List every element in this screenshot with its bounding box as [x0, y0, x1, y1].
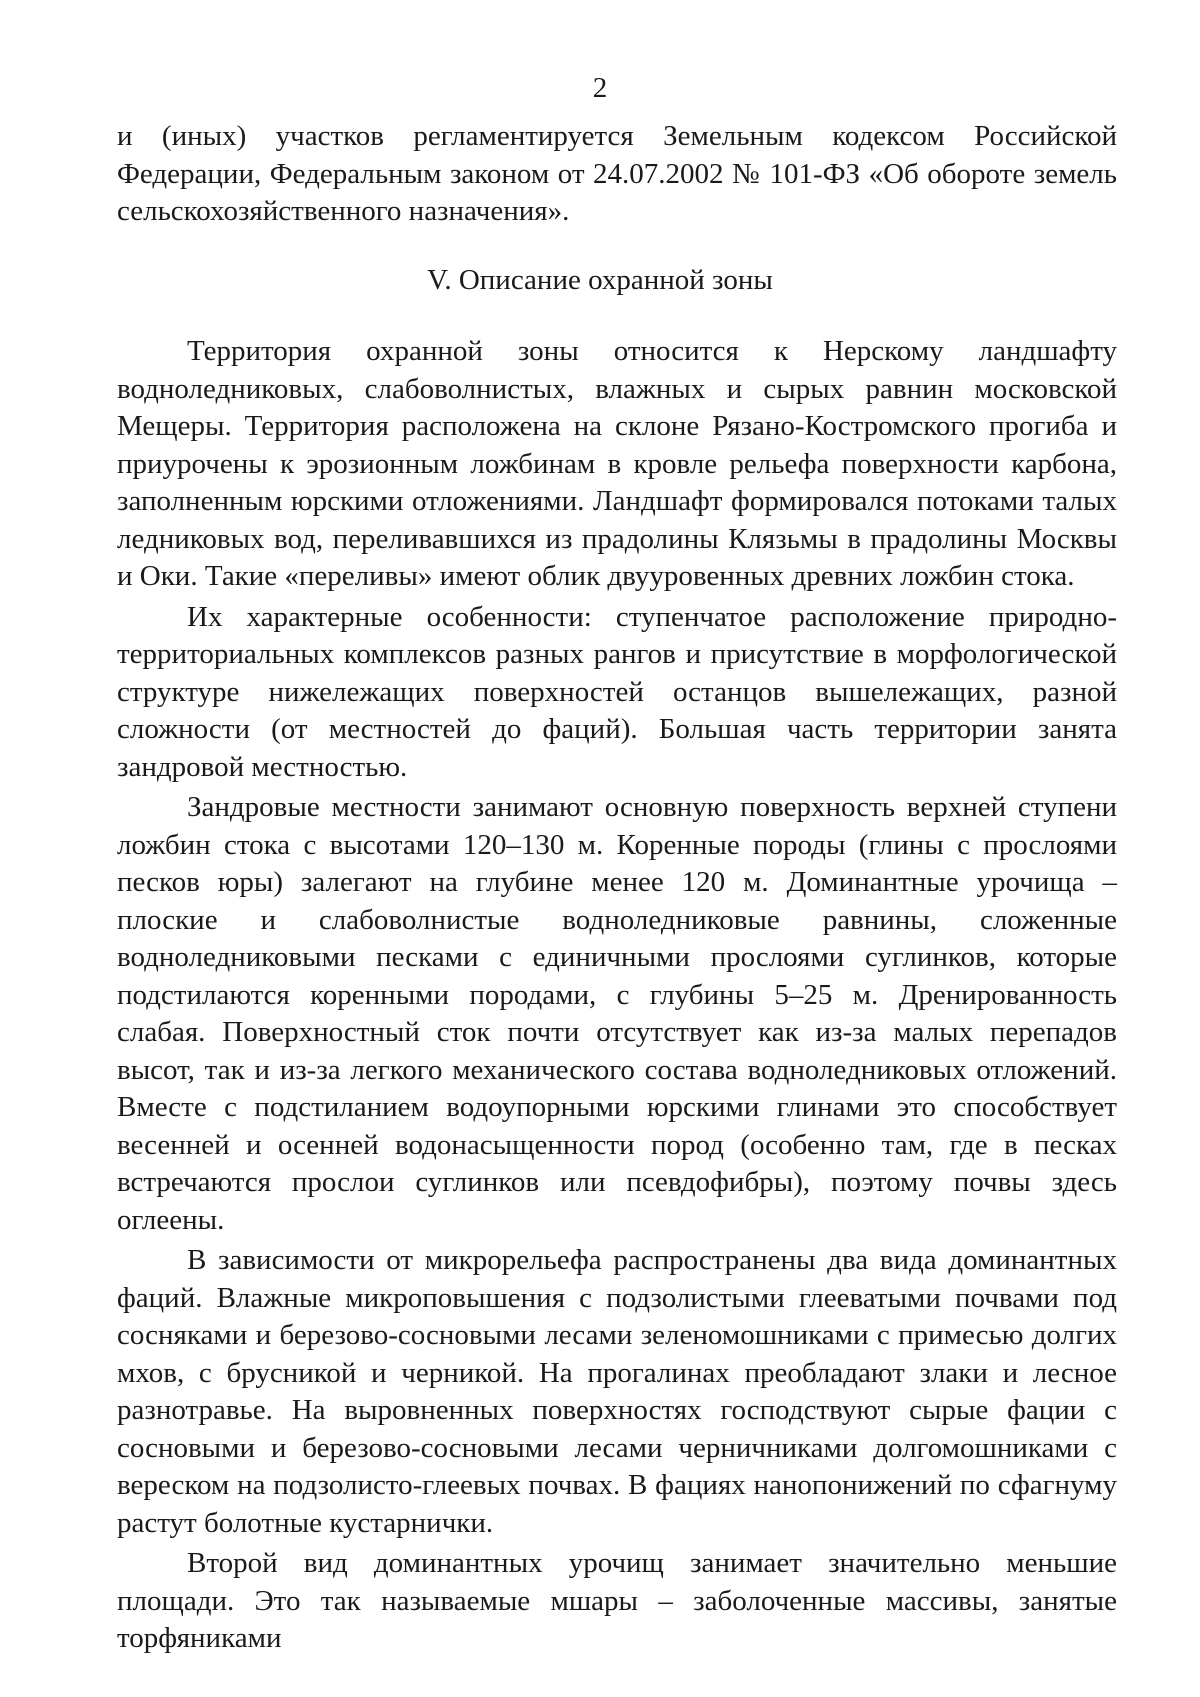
paragraph-5: Второй вид доминантных урочищ занимает значительно меньшие площади. Это так называемые мшары – заболоченные массивы, занятые торфяниками [117, 1547, 1117, 1654]
paragraph-4: В зависимости от микрорельефа распространены два вида доминантных фаций. Влажные микроповышения с подзолистыми глееватыми почвами под сосняками и березово-сосновыми лесами зеленомошниками с примесью долгих мхов, с брусникой и черникой. На прогалинах преобладают злаки и лесное разнотравье. На выровненных поверхностях господствуют сырые фации с сосновыми и березово-сосновыми лесами черничниками долгомошниками с вереском на подзолисто-глеевых почвах. В фациях нанопонижений по сфагнуму растут болотные кустарнички. [117, 1244, 1117, 1539]
page-number: 2 [592, 72, 608, 104]
intro-paragraph: и (иных) участков регламентируется Земельным кодексом Российской Федерации, Федеральным законом от 24.07.2002 № 101-ФЗ «Об обороте земель сельскохозяйственного назначения». [117, 120, 1117, 227]
paragraph-3: Зандровые местности занимают основную поверхность верхней ступени ложбин стока с высотами 120–130 м. Коренные породы (глины с прослоями песков юры) залегают на глубине менее 120 м. Доминантные урочища – плоские и слабоволнистые водноледниковые равнины, сложенные водноледниковыми песками с единичными прослоями суглинков, которые подстилаются коренными породами, с глубины 5–25 м. Дренированность слабая. Поверхностный сток почти отсутствует как из-за малых перепадов высот, так и из-за легкого механического состава водноледниковых отложений. Вместе с подстиланием водоупорными юрскими глинами это способствует весенней и осенней водонасыщенности пород (особенно там, где в песках встречаются прослои суглинков или псевдофибры), поэтому почвы здесь оглеены. [117, 791, 1117, 1236]
paragraph-2: Их характерные особенности: ступенчатое расположение природно-территориальных комплексов разных рангов и присутствие в морфологической структуре нижележащих поверхностей останцов вышележащих, разной сложности (от местностей до фаций). Большая часть территории занята зандровой местностью. [117, 600, 1117, 783]
paragraph-1: Территория охранной зоны относится к Нерскому ландшафту водноледниковых, слабоволнистых, влажных и сырых равнин московской Мещеры. Территория расположена на склоне Рязано-Костромского прогиба и приурочены к эрозионным ложбинам в кровле рельефа поверхности карбона, заполненным юрскими отложениями. Ландшафт формировался потоками талых ледниковых вод, переливавшихся из прадолины Клязьмы в прадолины Москвы и Оки. Такие «переливы» имеют облик двууровенных древних ложбин стока. [117, 335, 1117, 592]
intro-block [117, 118, 1117, 231]
section-heading: V. Описание охранной зоны [427, 264, 773, 296]
section-body [117, 333, 1117, 1658]
